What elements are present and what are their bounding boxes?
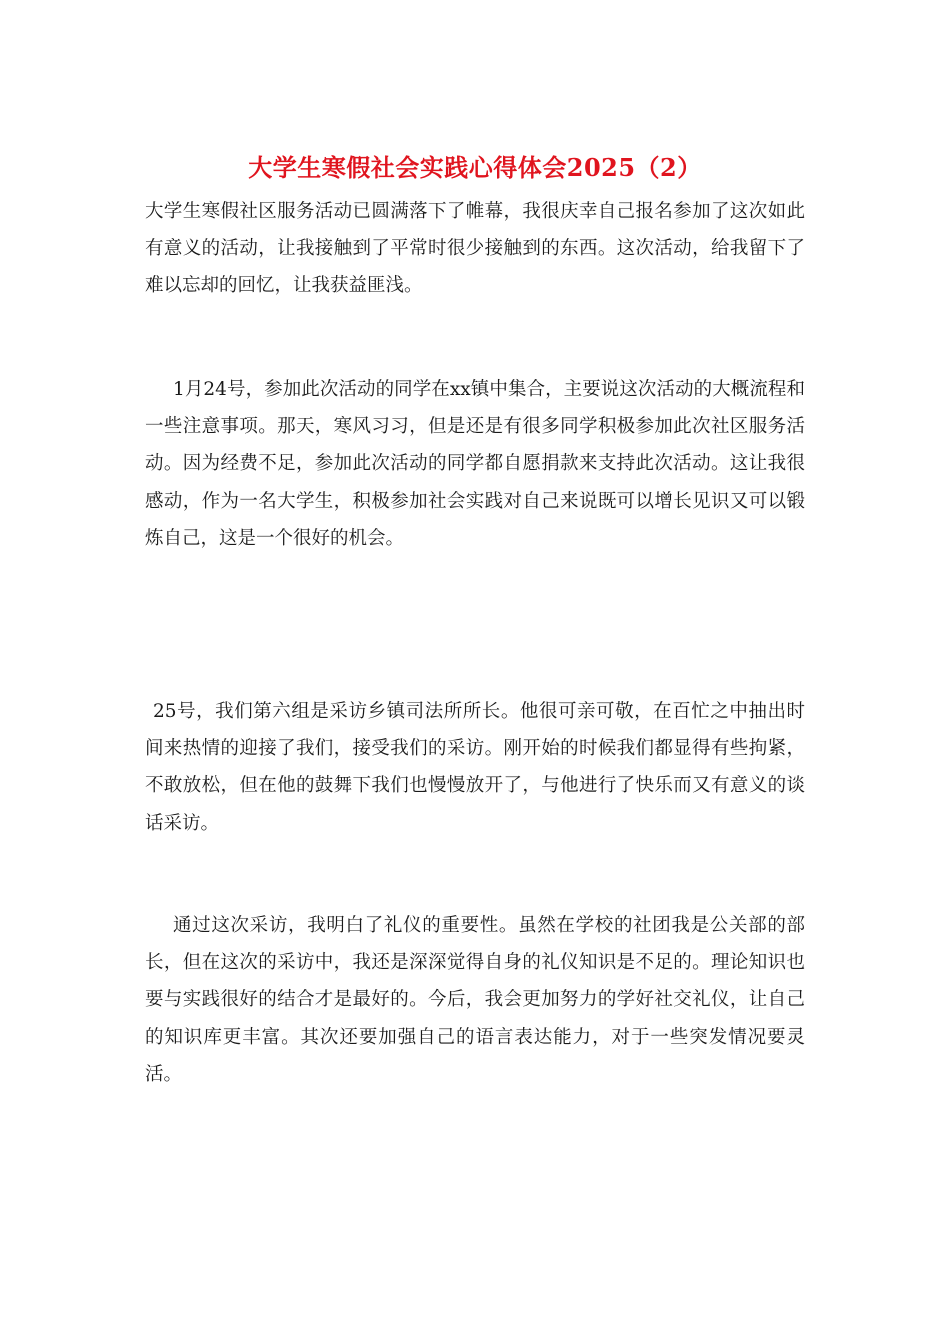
document-title: 大学生寒假社会实践心得体会2025（2） <box>248 153 702 182</box>
paragraph-intro: 大学生寒假社区服务活动已圆满落下了帷幕，我很庆幸自己报名参加了这次如此有意义的活动，让我接触到了平常时很少接触到的东西。这次活动，给我留下了难以忘却的回忆，让我获益匪浅。 <box>145 201 805 297</box>
paragraph-25th-interview: 25号，我们第六组是采访乡镇司法所所长。他很可亲可敬，在百忙之中抽出时间来热情的迎接了我们，接受我们的采访。刚开始的时候我们都显得有些拘紧，不敢放松，但在他的鼓舞下我们也慢慢放开了，与他进行了快乐而又有意义的谈话采访。 <box>145 701 805 834</box>
paragraph-jan-24: 1月24号，参加此次活动的同学在xx镇中集合，主要说这次活动的大概流程和一些注意事项。那天，寒风习习，但是还是有很多同学积极参加此次社区服务活动。因为经费不足，参加此次活动的同学都自愿捐款来支持此次活动。这让我很感动，作为一名大学生，积极参加社会实践对自己来说既可以增长见识又可以锻炼自己，这是一个很好的机会。 <box>145 379 805 549</box>
paragraph-etiquette-reflection: 通过这次采访，我明白了礼仪的重要性。虽然在学校的社团我是公关部的部长，但在这次的采访中，我还是深深觉得自身的礼仪知识是不足的。理论知识也要与实践很好的结合才是最好的。今后，我会更加努力的学好社交礼仪，让自己的知识库更丰富。其次还要加强自己的语言表达能力，对于一些突发情况要灵活。 <box>145 915 805 1085</box>
